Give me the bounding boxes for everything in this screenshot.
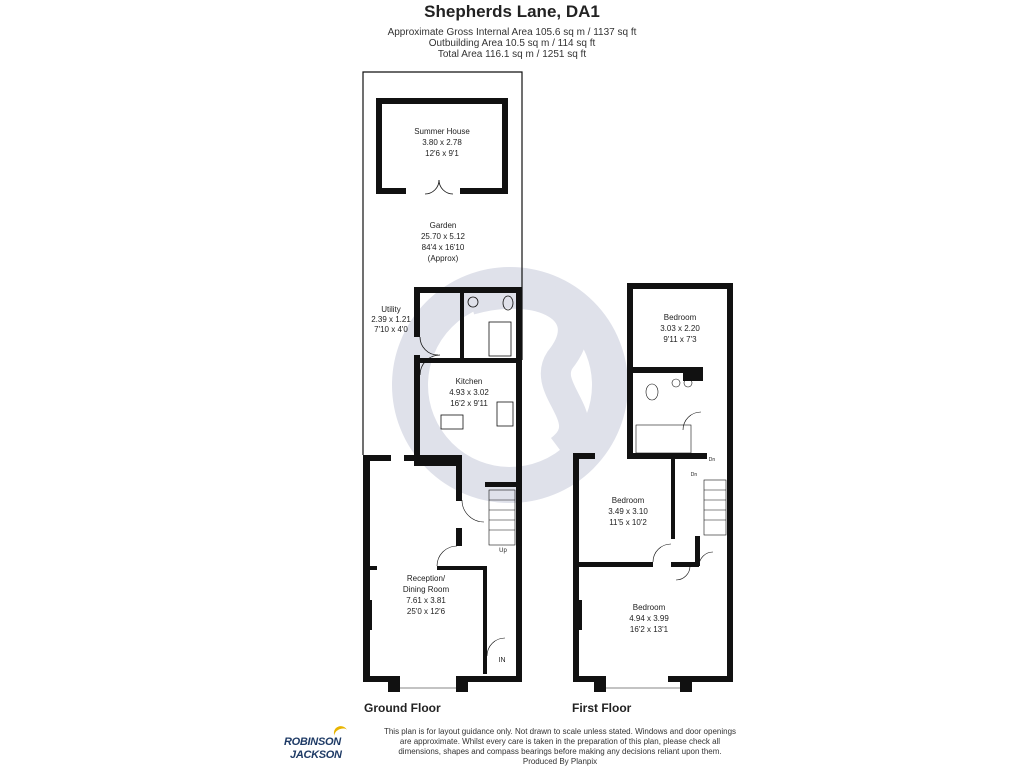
total-area: Total Area 116.1 sq m / 1251 sq ft [437, 49, 587, 60]
gross-internal-area: Approximate Gross Internal Area 105.6 sq m / 1137 sq ft [387, 27, 637, 38]
kitchen-imperial: 16'2 x 9'11 [450, 399, 488, 408]
kitchen-name: Kitchen [455, 377, 483, 386]
stairs-down-label-2: Dn [690, 472, 698, 478]
bedroom-small-metric: 3.03 x 2.20 [660, 324, 700, 333]
producer-credit: Produced By Planpix [522, 757, 598, 766]
bedroom-mid-name: Bedroom [611, 496, 645, 505]
first-floor-label: First Floor [572, 701, 632, 715]
utility-name: Utility [381, 305, 401, 314]
first-floor-fittings [606, 379, 726, 688]
ground-floor-label: Ground Floor [364, 701, 441, 715]
bedroom-front-metric: 4.94 x 3.99 [629, 614, 669, 623]
logo-line-2: JACKSON [290, 749, 342, 761]
kitchen-metric: 4.93 x 3.02 [449, 388, 489, 397]
reception-imperial: 25'0 x 12'6 [406, 607, 446, 616]
reception-name-2: Dining Room [402, 585, 450, 594]
plan-title: Shepherds Lane, DA1 [424, 2, 600, 21]
stairs-up-label: Up [499, 548, 507, 554]
bedroom-mid-metric: 3.49 x 3.10 [608, 507, 648, 516]
logo-line-1: ROBINSON [284, 736, 341, 748]
utility-metric: 2.39 x 1.21 [371, 315, 411, 324]
summer-house-imperial: 12'6 x 9'1 [425, 149, 459, 158]
bedroom-front-name: Bedroom [632, 603, 666, 612]
agent-logo [284, 726, 354, 766]
bedroom-small-name: Bedroom [663, 313, 697, 322]
garden-approx: (Approx) [427, 254, 459, 263]
summer-house-metric: 3.80 x 2.78 [422, 138, 462, 147]
entrance-label: IN [498, 657, 506, 664]
outbuilding-area: Outbuilding Area 10.5 sq m / 114 sq ft [428, 38, 596, 49]
reception-name-1: Reception/ [406, 574, 446, 583]
summer-house-name: Summer House [414, 127, 470, 136]
stairs-down-label-1: Dn [708, 457, 716, 463]
bedroom-small-imperial: 9'11 x 7'3 [663, 335, 697, 344]
summer-house-doors [425, 180, 453, 194]
disclaimer-line: are approximate. Whilst every care is taken in the preparation of this plan, please check all [399, 737, 721, 746]
reception-metric: 7.61 x 3.81 [406, 596, 446, 605]
disclaimer-line: dimensions, shapes and compass bearings before making any decisions reliant upon them. [398, 747, 722, 756]
utility-imperial: 7'10 x 4'0 [374, 325, 408, 334]
bedroom-front-imperial: 16'2 x 13'1 [629, 625, 669, 634]
garden-metric: 25.70 x 5.12 [420, 232, 466, 241]
disclaimer [360, 727, 760, 767]
disclaimer-line: This plan is for layout guidance only. Not drawn to scale unless stated. Windows and door openings [383, 727, 737, 736]
bedroom-mid-imperial: 11'5 x 10'2 [609, 518, 647, 527]
garden-name: Garden [429, 221, 457, 230]
garden-imperial: 84'4 x 16'10 [421, 243, 465, 252]
